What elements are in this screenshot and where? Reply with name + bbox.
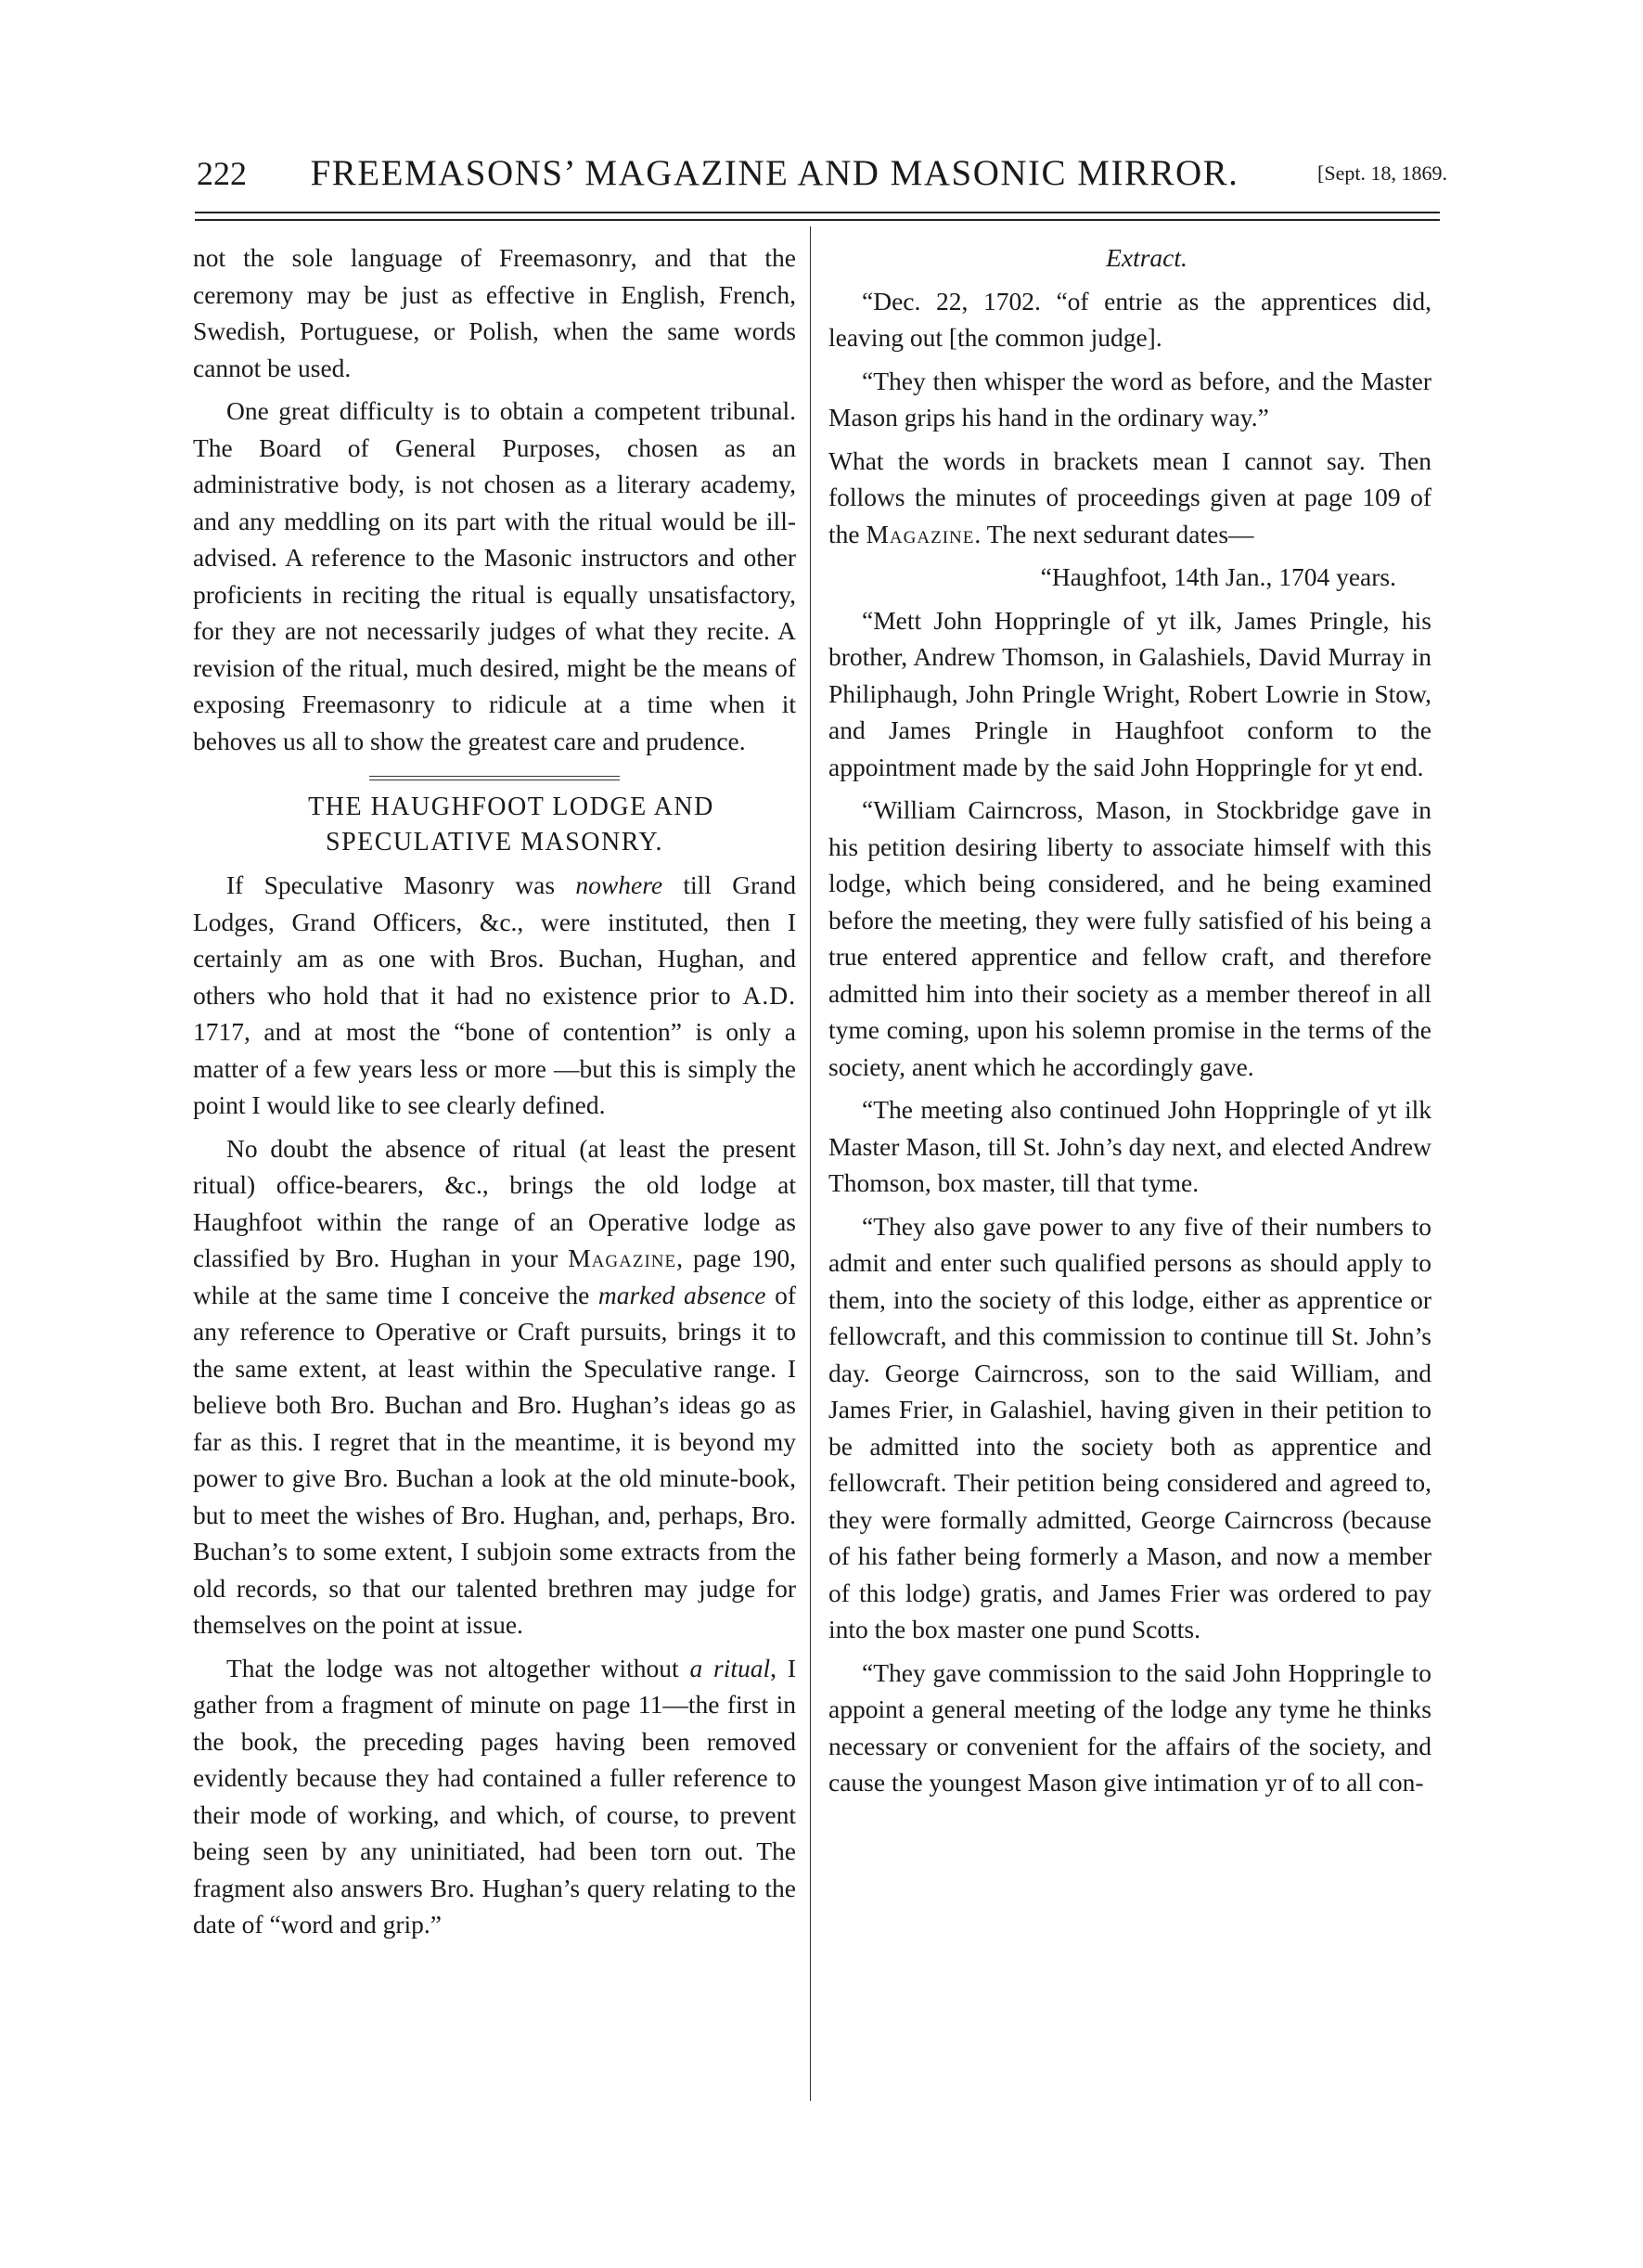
quoted-paragraph: “Mett John Hoppringle of yt ilk, James Pringle, his brother, Andrew Thomson, in Galashiels, David Murray in Philiphaugh, John Pringle Wright, Robert Lowrie in Stow, and James Pringle in Haughfoot conform to the appointment made by the said John Hoppringle for yt end. <box>828 605 1431 781</box>
paragraph: What the words in brackets mean I cannot say. Then follows the minutes of proceedings given at page 109 of the Magazine. The next sedurant dates— <box>828 445 1431 548</box>
quoted-paragraph: “The meeting also continued John Hoppringle of yt ilk Master Mason, till St. John’s day next, and elected Andrew Thomson, box master, till that tyme. <box>828 1095 1431 1197</box>
article-title: THE HAUGHFOOT LODGE AND SPECULATIVE MASONRY. <box>308 793 714 857</box>
paragraph: One great difficulty is to obtain a competent tribunal. The Board of General Purposes, chosen as an administrative body, is not chosen as a literary academy, and any meddling on its part with the ritual would be ill-advised. A reference to the Masonic instructors and other proficients in reciting the ritual is equally unsatisfactory, for they are not necessarily judges of what they recite. A revision of the ritual, much desired, might be the means of exposing Freemasonry to ridicule at a time when it behoves us all to show the greatest care and prudence. <box>193 396 796 755</box>
extract-heading: Extract. <box>1106 243 1187 272</box>
header-rule-bottom <box>195 219 1440 221</box>
section-divider <box>369 776 620 780</box>
quoted-paragraph: “Dec. 22, 1702. “of entrie as the apprentices did, leaving out [the common judge]. <box>828 286 1431 352</box>
issue-date: [Sept. 18, 1869. <box>1317 161 1447 185</box>
quoted-paragraph: “William Cairncross, Mason, in Stockbridge gave in his petition desiring liberty to associate himself with this lodge, which being considered, and he being examined before the meeting, they were fully satisfied of his being a true entered apprentice and fellow craft, and therefore admitted him into their society as a member thereof in all tyme coming, upon his solemn promise in the terms of the society, anent which he accordingly gave. <box>828 795 1431 1081</box>
dateline: “Haughfoot, 14th Jan., 1704 years. <box>1040 562 1396 591</box>
column-divider <box>810 226 811 2101</box>
paragraph: That the lodge was not altogether without a ritual, I gather from a fragment of minute on page 11—the first in the book, the preceding pages having been removed evidently because they had contained a fuller reference to their mode of working, and which, of course, to prevent being seen by any uninitiated, had been torn out. The fragment also answers Bro. Hughan’s query relating to the date of “word and grip.” <box>193 1653 796 1939</box>
page-number: 222 <box>197 155 247 192</box>
running-title: FREEMASONS’ MAGAZINE AND MASONIC MIRROR. <box>310 153 1239 193</box>
header-rule-top <box>195 212 1440 213</box>
paragraph: If Speculative Masonry was nowhere till Grand Lodges, Grand Officers, &c., were instituted, then I certainly am as one with Bros. Buchan, Hughan, and others who hold that it had no existence prior to A.D. 1717, and at most the “bone of contention” is only a matter of a few years less or more —but this is simply the point I would like to see clearly defined. <box>193 870 796 1119</box>
quoted-paragraph: “They gave commission to the said John Hoppringle to appoint a general meeting of the lodge any tyme he thinks necessary or convenient for the affairs of the society, and cause the youngest Mason give intimation yr of to all con- <box>828 1657 1431 1797</box>
left-column <box>193 239 796 1950</box>
quoted-paragraph: “They then whisper the word as before, and the Master Mason grips his hand in the ordinary way.” <box>828 366 1431 432</box>
page-header <box>186 139 1447 195</box>
right-column <box>828 239 1431 1808</box>
paragraph: No doubt the absence of ritual (at least the present ritual) office-bearers, &c., brings the old lodge at Haughfoot within the range of an Operative lodge as classified by Bro. Hughan in your Magazine, page 190, while at the same time I conceive the marked absence of any reference to Operative or Craft pursuits, brings it to the same extent, at least within the Speculative range. I believe both Bro. Buchan and Bro. Hughan’s ideas go as far as this. I regret that in the meantime, it is beyond my power to give Bro. Buchan a look at the old minute-book, but to meet the wishes of Bro. Hughan, and, perhaps, Bro. Buchan’s to some extent, I subjoin some extracts from the old records, so that our talented brethren may judge for themselves on the point at issue. <box>193 1133 796 1639</box>
paragraph: not the sole language of Freemasonry, and that the ceremony may be just as effective in English, French, Swedish, Portuguese, or Polish, when the same words cannot be used. <box>193 243 796 382</box>
quoted-paragraph: “They also gave power to any five of their numbers to admit and enter such qualified persons as should apply to them, into the society of this lodge, either as apprentice or fellowcraft, and this commission to continue till St. John’s day. George Cairncross, son to the said William, and James Frier, in Galashiel, having given in their petition to be admitted into the society both as apprentice and fellowcraft. Their petition being considered and agreed to, they were formally admitted, George Cairncross (because of his father being formerly a Mason, and now a member of this lodge) gratis, and James Frier was ordered to pay into the box master one pund Scotts. <box>828 1211 1431 1643</box>
